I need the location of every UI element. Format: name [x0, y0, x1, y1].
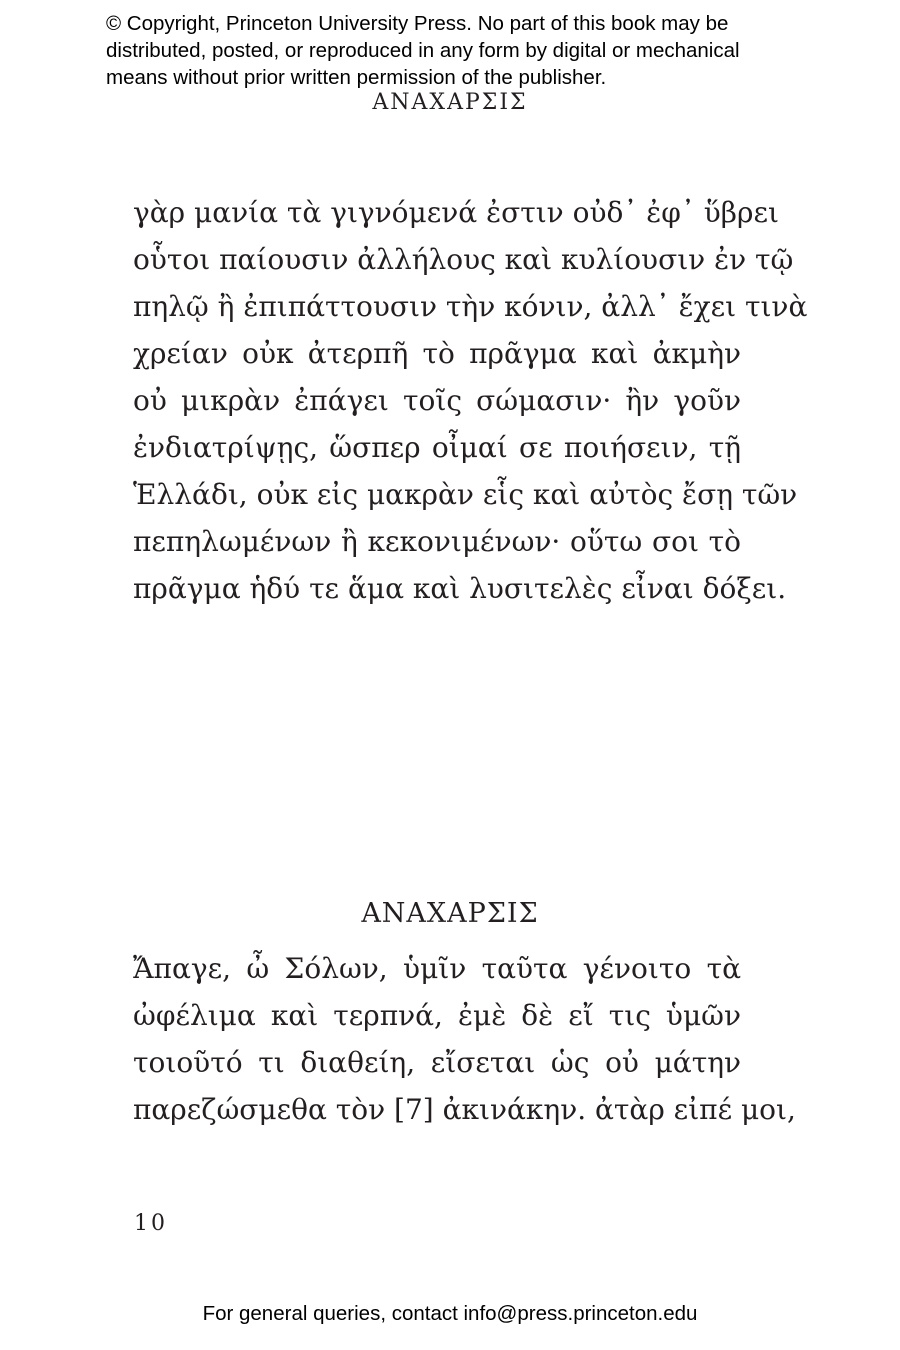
text-line: ὠφέλιμα καὶ τερπνά, ἐμὲ δὲ εἴ τις ὑμῶν: [133, 999, 741, 1032]
text-line: τοιοῦτό τι διαθείη, εἴσεται ὡς οὐ μάτην: [133, 1046, 741, 1079]
text-line: πηλῷ ἢ ἐπιπάττουσιν τὴν κόνιν, ἀλλ᾽ ἔχει τινὰ: [133, 290, 808, 323]
greek-paragraph: [133, 945, 796, 1133]
page-number: 10: [134, 1211, 168, 1236]
text-line: χρείαν οὐκ ἀτερπῆ τὸ πρᾶγμα καὶ ἀκμὴν: [133, 337, 741, 370]
speaker-heading: ΑΝΑΧΑΡΣΙΣ: [361, 898, 539, 929]
text-line: πεπηλωμένων ἢ κεκονιμένων· οὕτω σοι τὸ: [133, 525, 741, 558]
text-line: πρᾶγμα ἡδύ τε ἅμα καὶ λυσιτελὲς εἶναι δόξει.: [133, 572, 787, 605]
text-line: Ἑλλάδι, οὐκ εἰς μακρὰν εἷς καὶ αὐτὸς ἔσῃ τῶν: [133, 478, 798, 511]
copyright-line: distributed, posted, or reproduced in any form by digital or mechanical: [106, 39, 740, 62]
footer-contact: For general queries, contact info@press.princeton.edu: [202, 1302, 698, 1325]
text-line: παρεζώσμεθα τὸν [7] ἀκινάκην. ἀτὰρ εἰπέ μοι,: [133, 1093, 796, 1126]
copyright-line: means without prior written permission of the publisher.: [106, 66, 607, 89]
running-head: ΑΝΑΧΑΡΣΙΣ: [372, 90, 528, 115]
text-line: οὗτοι παίουσιν ἀλλήλους καὶ κυλίουσιν ἐν τῷ: [133, 243, 794, 276]
text-line: ἐνδιατρίψῃς, ὥσπερ οἶμαί σε ποιήσειν, τῇ: [133, 431, 741, 464]
text-line: γὰρ μανία τὰ γιγνόμενά ἐστιν οὐδ᾽ ἐφ᾽ ὕβρει: [133, 196, 779, 229]
copyright-notice: [106, 10, 826, 91]
copyright-line: © Copyright, Princeton University Press. No part of this book may be: [106, 12, 729, 35]
text-line: Ἄπαγε, ὦ Σόλων, ὑμῖν ταῦτα γένοιτο τὰ: [133, 952, 741, 985]
greek-paragraph: [133, 189, 808, 612]
text-line: οὐ μικρὰν ἐπάγει τοῖς σώμασιν· ἢν γοῦν: [133, 384, 741, 417]
